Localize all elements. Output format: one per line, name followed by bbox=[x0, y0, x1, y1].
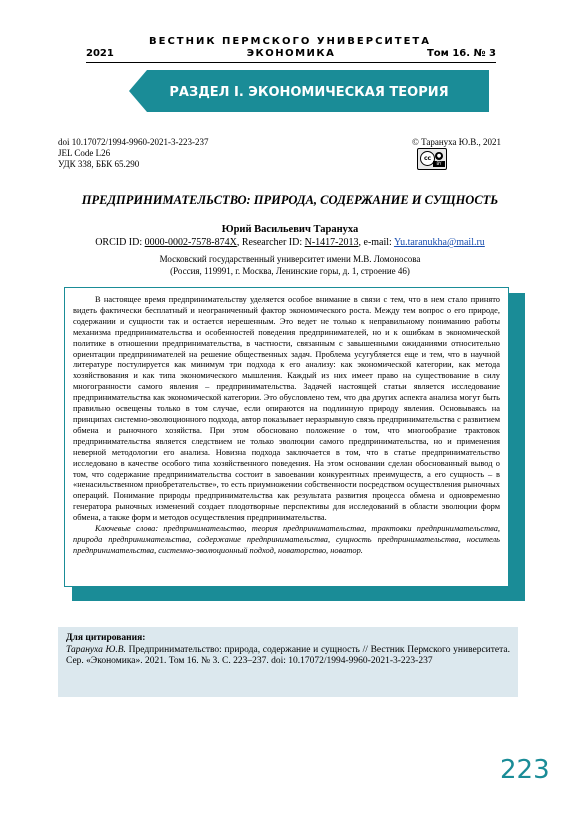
page-number: 223 bbox=[500, 755, 550, 785]
email-label: , e-mail: bbox=[358, 237, 394, 248]
by-label: BY bbox=[433, 161, 445, 167]
journal-series: ЭКОНОМИКА bbox=[246, 48, 336, 59]
affiliation bbox=[0, 253, 580, 277]
attribution-person-icon: ● bbox=[436, 153, 442, 159]
article-title: ПРЕДПРИНИМАТЕЛЬСТВО: ПРИРОДА, СОДЕРЖАНИЕ И СУЩНОСТЬ bbox=[81, 193, 499, 207]
affiliation-line-2: (Россия, 119991, г. Москва, Ленинские горы, д. 1, строение 46) bbox=[170, 266, 410, 276]
citation-text bbox=[66, 645, 510, 668]
article-meta bbox=[58, 137, 209, 170]
citation-box bbox=[58, 627, 518, 697]
citation-heading: Для цитирования: bbox=[66, 633, 146, 643]
researcher-id-link[interactable]: N-1417-2013 bbox=[304, 237, 359, 248]
citation-author: Тарануха Ю.В. bbox=[66, 644, 126, 655]
issue-volume: Том 16. № 3 bbox=[426, 48, 496, 59]
affiliation-line-1: Московский государственный университет имени М.В. Ломоносова bbox=[159, 254, 421, 264]
header-divider bbox=[86, 62, 496, 63]
abstract-text: В настоящее время предпринимательству уделяется особое внимание в связи с тем, что в нем стало принято видеть фактически бесплатный и неограниченный фактор экономического роста. Между тем вопрос о его природе, содержании и сущности так и остается нерешенным. Это ведет не только к неправильному пониманию работы механизма предпринимательства и особенностей поведения предпринимателей, но и к ошибкам в экономической политике в отношении предпринимательства, в частности, связанным с завышенными ожиданиями относительно ориентации предпринимателей на решение общественных задач. Проблема усугубляется еще и тем, что в научной литературе постулируется как минимум три подхода к его анализу: как экономической категории, как метода хозяйствования и как типа экономического мышления. Каждый из них имеет право на существование в силу многогранности самого явления – предпринимательства. Задачей настоящей статьи является исследование предпринимательства как экономической категории. Это обусловлено тем, что два других аспекта анализа могут быть правильно освещены только в том случае, если опираются на подлинную природу явления. Основываясь на принципах системно-эволюционного подхода, автор показывает неразрывную связь предпринимательства с развитием обмена и рыночного хозяйства. При этом обосновано положение о том, что многообразие трактовок предпринимательства является следствием не только эволюции самого предпринимательства, но и применения неверной методологии его анализа. Новизна подхода заключается в том, что в статье предпринимательство исследовано в качестве особого типа хозяйственного поведения. На этом основании сделан обоснованный вывод о том, что содержание предпринимательства состоит в завоевании конкурентных преимуществ, а его сущность – в «ненасильственном приобретательстве», то есть приумножении собственности посредством осуществления рыночных операций. Понимание природы предпринимательства как результата развития процесса обмена и одновременно генератора рыночных изменений создает плодотворные перспективы для исследований в области эволюции форм обмена, а также форм и методов осуществления предпринимательства. bbox=[73, 295, 500, 523]
udk-code: УДК 338, ББК 65.290 bbox=[58, 159, 140, 169]
citation-body: Предпринимательство: природа, содержание и сущность // Вестник Пермского университета. Сер. «Экономика». 2021. Том 16. № 3. С. 223–237. doi: 10.17072/1994-9960-2021-3-223-237 bbox=[66, 644, 510, 666]
issue-year: 2021 bbox=[86, 48, 114, 59]
cc-by-icon[interactable] bbox=[417, 148, 447, 170]
author-name: Юрий Васильевич Тарануха bbox=[221, 224, 359, 235]
cc-logo: cc bbox=[420, 151, 435, 166]
researcher-label: , Researcher ID: bbox=[236, 237, 305, 248]
abstract-box bbox=[64, 287, 509, 587]
orcid-label: ORCID ID: bbox=[95, 237, 145, 248]
section-title: РАЗДЕЛ I. ЭКОНОМИЧЕСКАЯ ТЕОРИЯ bbox=[169, 85, 449, 100]
doi: doi 10.17072/1994-9960-2021-3-223-237 bbox=[58, 137, 209, 147]
copyright: © Тарануха Ю.В., 2021 bbox=[412, 137, 502, 147]
orcid-link[interactable]: 0000-0002-7578-874X bbox=[144, 237, 237, 248]
email-link[interactable]: Yu.taranukha@mail.ru bbox=[393, 237, 485, 248]
jel-code: JEL Code L26 bbox=[58, 148, 111, 158]
journal-title: ВЕСТНИК ПЕРМСКОГО УНИВЕРСИТЕТА bbox=[148, 36, 431, 47]
keywords: Ключевые слова: предпринимательство, теория предпринимательства, трактовки предпринимательства, природа предпринимательства, содержание предпринимательства, сущность предпринимательства, носитель предпринимательства, системно-эволюционный подход, новаторство, новатор. bbox=[73, 524, 500, 555]
author-identifiers bbox=[0, 237, 580, 248]
